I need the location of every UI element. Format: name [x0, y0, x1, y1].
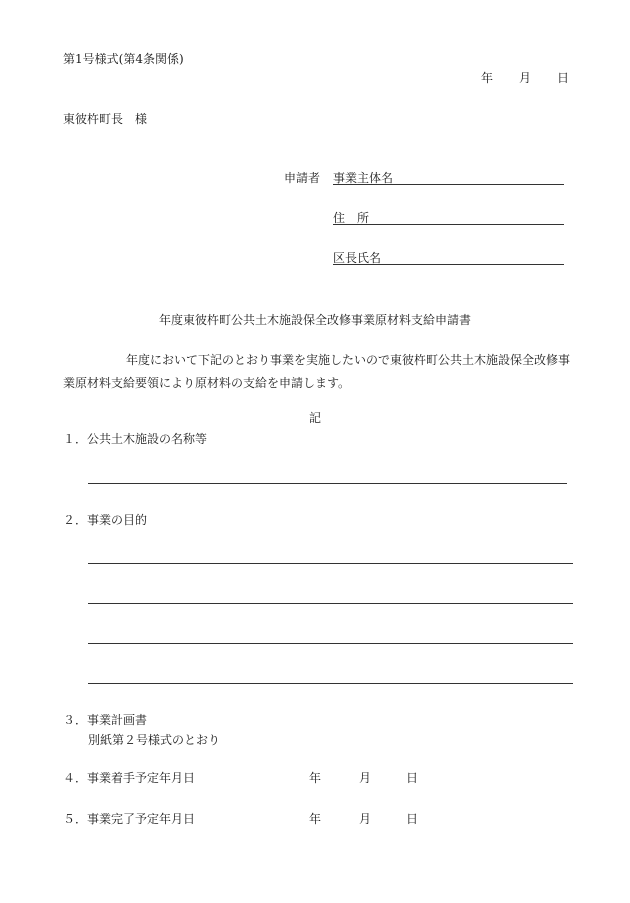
section-5-number: ５．	[63, 812, 88, 826]
document-title: 年度東彼杵町公共土木施設保全改修事業原材料支給申請書	[158, 313, 471, 327]
section-4-year: 年	[309, 771, 322, 785]
section-3-title: 事業計画書	[87, 713, 148, 727]
submission-date	[481, 69, 569, 86]
section-2-number: ２．	[63, 513, 88, 527]
section-3-number: ３．	[63, 713, 88, 727]
field-address-line[interactable]	[333, 224, 564, 225]
section-5-year: 年	[309, 812, 322, 826]
field-district-head-line[interactable]	[333, 264, 564, 265]
section-2-answer-line-3[interactable]	[88, 643, 573, 644]
section-5-heading	[63, 810, 195, 827]
section-5-title: 事業完了予定年月日	[87, 812, 196, 826]
applicant-label: 申請者	[284, 171, 321, 185]
section-2-heading	[63, 511, 147, 528]
date-year: 年	[481, 71, 494, 85]
section-2-title: 事業の目的	[87, 513, 148, 527]
field-district-head-label: 区長氏名	[333, 251, 382, 265]
section-2-answer-line-2[interactable]	[88, 603, 573, 604]
section-1-number: １．	[63, 432, 88, 446]
section-4-month: 月	[359, 771, 372, 785]
section-3-note: 別紙第２号様式のとおり	[88, 733, 221, 747]
section-2-answer-line-4[interactable]	[88, 683, 573, 684]
recipient: 東彼杵町長 様	[63, 112, 148, 126]
section-1-heading	[63, 430, 207, 447]
section-1-answer-line[interactable]	[88, 483, 567, 484]
section-4-day: 日	[406, 771, 419, 785]
section-5-day: 日	[406, 812, 419, 826]
section-2-answer-line-1[interactable]	[88, 563, 573, 564]
field-organization-label: 事業主体名	[333, 171, 394, 185]
section-1-title: 公共土木施設の名称等	[87, 432, 208, 446]
field-organization-line[interactable]	[333, 184, 564, 185]
body-text: 年度において下記のとおり事業を実施したいので東彼杵町公共土木施設保全改修事業原材料支給要領により原材料の支給を申請します。	[63, 353, 571, 390]
form-number: 第1号様式(第4条関係)	[63, 52, 184, 66]
section-4-number: ４．	[63, 771, 88, 785]
ki-heading: 記	[308, 411, 321, 425]
date-day: 日	[557, 71, 570, 85]
section-4-title: 事業着手予定年月日	[87, 771, 196, 785]
field-address-label: 住 所	[333, 211, 370, 225]
section-4-heading	[63, 769, 195, 786]
section-5-month: 月	[359, 812, 372, 826]
section-3-heading	[63, 711, 147, 728]
date-month: 月	[519, 71, 532, 85]
